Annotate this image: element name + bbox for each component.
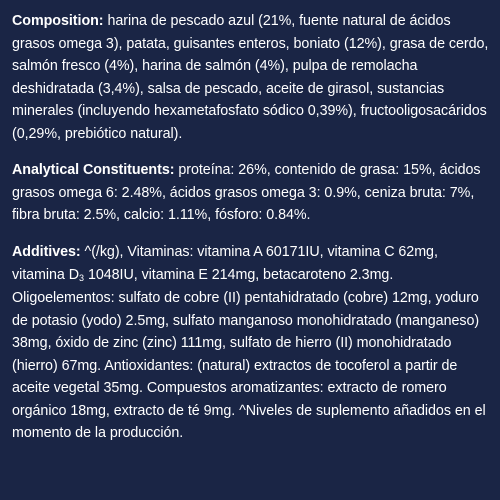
- composition-section: [12, 10, 490, 145]
- composition-label: Composition:: [12, 13, 104, 29]
- additives-section: [12, 241, 490, 445]
- vitamin-d3-subscript: 3: [79, 272, 85, 283]
- composition-text: harina de pescado azul (21%, fuente natural de ácidos grasos omega 3), patata, guisantes enteros, boniato (12%), grasa de cerdo, salmón fresco (4%), harina de salmón (4%), pulpa de remolacha deshidratada (3,4%), salsa de pescado, aceite de girasol, sustancias minerales (incluyendo hexametafosfato sódico 0,39%), fructooligosacáridos (0,29%, prebiótico natural).: [12, 13, 489, 142]
- analytical-constituents-section: [12, 159, 490, 227]
- analytical-constituents-text: proteína: 26%, contenido de grasa: 15%, ácidos grasos omega 6: 2.48%, ácidos grasos omega 3: 0.9%, ceniza bruta: 7%, fibra bruta: 2.5%, calcio: 1.11%, fósforo: 0.84%.: [12, 162, 481, 224]
- additives-text-part2: 1048IU, vitamina E 214mg, betacaroteno 2.3mg. Oligoelementos: sulfato de cobre (II) pentahidratado (cobre) 12mg, yoduro de potasio (yodo) 2.5mg, sulfato manganoso monohidratado (manganeso) 38mg, óxido de zinc (zinc) 111mg, sulfato de hierro (II) monohidratado (hierro) 67mg. Antioxidantes: (natural) extractos de tocoferol a partir de aceite vegetal 35mg. Compuestos aromatizantes: extracto de romero orgánico 18mg, extracto de té 9mg. ^Niveles de suplemento añadidos en el momento de la producción.: [12, 266, 486, 442]
- additives-text-part1: ^(/kg), Vitaminas: vitamina A 60171IU, vitamina C 62mg, vitamina D: [12, 244, 438, 283]
- additives-label: Additives:: [12, 244, 81, 261]
- analytical-constituents-label: Analytical Constituents:: [12, 162, 175, 179]
